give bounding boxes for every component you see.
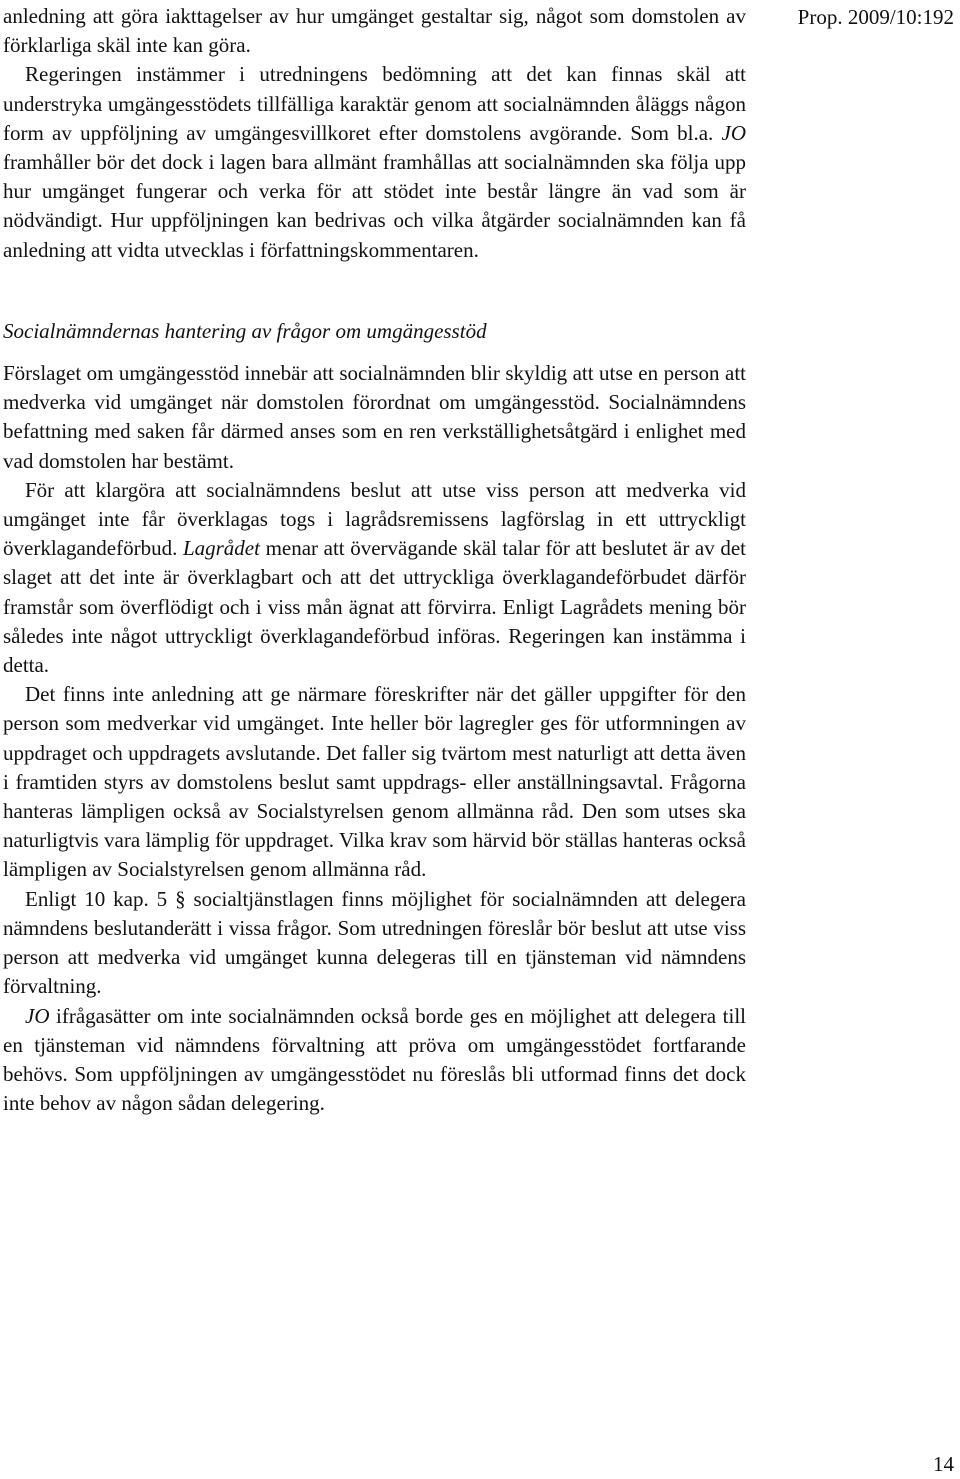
paragraph-proposal: Förslaget om umgängesstöd innebär att socialnämnden blir skyldig att utse en person att medverka vid umgänget när domstolen förordnat om umgängesstöd. Socialnämndens befattning med saken får därmed anses som en ren verkställighetsåtgärd i enlighet med vad domstolen har bestämt. xyxy=(3,361,746,473)
body-text-column xyxy=(3,2,746,1118)
text-run: ifrågasätter om inte socialnämnden också borde ges en möjlighet att delegera till en tjänsteman vid nämndens förvaltning att pröva om umgängesstödet fortfarande behövs. Som uppföljningen av umgängesstödet nu föreslås bli utformad finns det dock inte behov av någon sådan delegering. xyxy=(3,1003,746,1116)
lagradet-reference: Lagrådet xyxy=(182,536,260,561)
section-heading: Socialnämndernas hantering av frågor om umgängesstöd xyxy=(3,318,487,343)
text-run: Regeringen instämmer i utredningens bedömning att det kan finnas skäl att understryka umgängesstödets tillfälliga karaktär genom att socialnämnden åläggs någon form av uppföljning av umgängesvillkoret efter domstolens avgörande. Som bl.a. xyxy=(3,62,746,145)
paragraph-government-assessment xyxy=(3,60,746,264)
text-run: För att klargöra att socialnämndens beslut att utse viss person att medverka vid umgänget inte får överklagas togs i lagrådsremissens lagförslag in ett uttryckligt överklagandeförbud. xyxy=(3,477,746,561)
paragraph-delegation: Enligt 10 kap. 5 § socialtjänstlagen finns möjlighet för socialnämnden att delegera nämndens beslutanderätt i vissa frågor. Som utredningen föreslår bör beslut att utse viss person att medverka vid umgänget kunna delegeras till en tjänsteman vid nämndens förvaltning. xyxy=(3,886,746,999)
jo-reference: JO xyxy=(25,1003,50,1028)
paragraph-appeal-ban xyxy=(3,476,746,680)
page-number: 14 xyxy=(933,1452,954,1476)
text-run: framhåller bör det dock i lagen bara allmänt framhållas att socialnämnden ska följa upp hur umgänget fungerar och verka för att stödet inte består längre än vad som är nödvändigt. Hur uppföljningen kan bedrivas och vilka åtgärder socialnämnden kan få anledning att vidta utvecklas i författningskommentaren. xyxy=(3,150,746,262)
text-run: menar att övervägande skäl talar för att beslutet är av det slaget att det inte är överklagbart och att det uttryckliga överklagandeförbudet därför framstår som överflödigt och i viss mån ägnat att förvirra. Enligt Lagrådets mening bör således inte något uttryckligt överklagandeförbud införas. Regeringen kan instämma i detta. xyxy=(3,536,746,678)
paragraph-intro-continuation: anledning att göra iakttagelser av hur umgänget gestaltar sig, något som domstolen av förklarliga skäl inte kan göra. xyxy=(3,4,746,58)
jo-reference: JO xyxy=(721,120,746,145)
paragraph-regulations: Det finns inte anledning att ge närmare föreskrifter när det gäller uppgifter för den person som medverkar vid umgänget. Inte heller bör lagregler ges för utformningen av uppdraget och uppdragets avslutande. Det faller sig tvärtom mest naturligt att detta även i framtiden styrs av domstolens beslut samt uppdrags- eller anställningsavtal. Frågorna hanteras lämpligen också av Socialstyrelsen genom allmänna råd. Den som utses ska naturligtvis vara lämplig för uppdraget. Vilka krav som härvid bör ställas hanteras också lämpligen av Socialstyrelsen genom allmänna råd. xyxy=(3,682,746,882)
paragraph-jo-question xyxy=(3,1002,746,1119)
proposition-reference: Prop. 2009/10:192 xyxy=(797,5,954,29)
